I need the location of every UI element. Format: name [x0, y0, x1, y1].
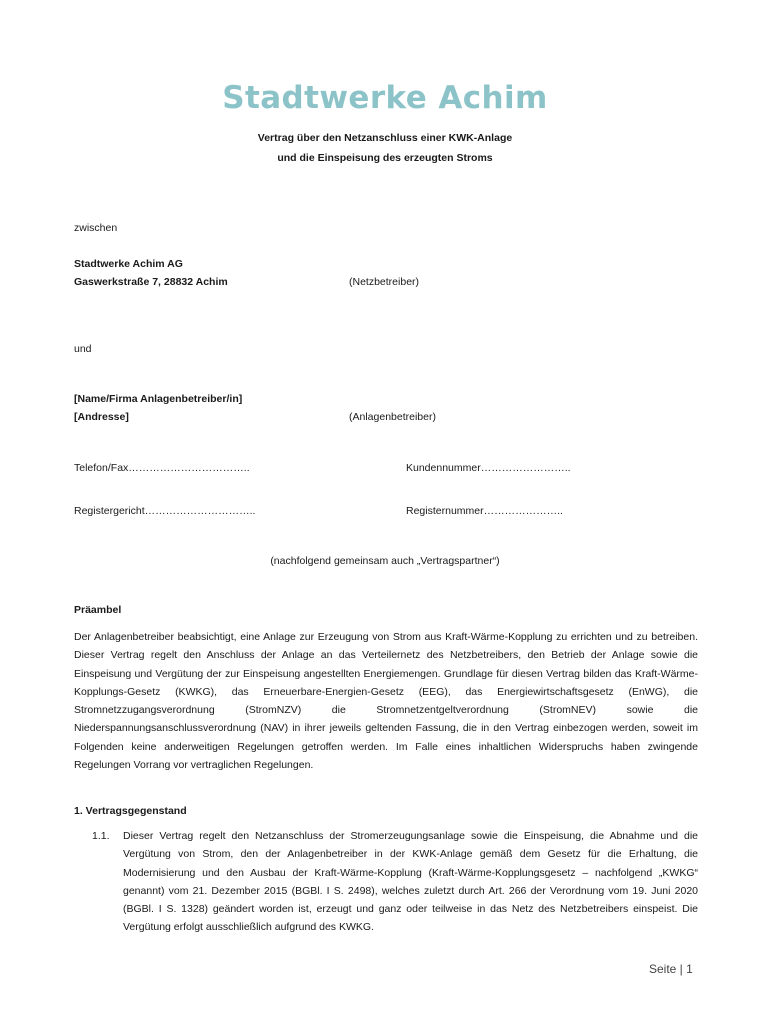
plant-operator-address: [Andresse] — [74, 411, 129, 423]
register-number-field: Registernummer………………….. — [406, 505, 563, 517]
phone-fax-field: Telefon/Fax…………………………….. — [74, 462, 250, 474]
operator-role: (Netzbetreiber) — [349, 276, 420, 288]
between-label: zwischen — [74, 222, 118, 234]
company-logo: Stadtwerke Achim — [222, 80, 548, 116]
section-1-heading: 1. Vertragsgegenstand — [74, 805, 187, 817]
preamble-text: Der Anlagenbetreiber beabsichtigt, eine Anlage zur Erzeugung von Strom aus Kraft-Wärme-Kopplung zu errichten und zu betreiben. Dieser Vertrag regelt den Anschluss der Anlage an das Verteilernetz des Netzbetreibers, den Betrieb der Anlage sowie die Einspeisung und Vergütung der zur Einspeisung angestellten Energiemengen. Grundlage für diesen Vertrag bilden das Kraft-Wärme-Kopplungs-Gesetz (KWKG), das Erneuerbare-Energien-Gesetz (EEG), das Energiewirtschaftsgesetz (EnWG), die Stromnetzzugangsverordnung (StromNZV) die Stromnetzentgeltverordnung (StromNEV) sowie die Niederspannungsanschlussverordnung (NAV) in ihrer jeweils geltenden Fassung, die in den Vertrag einbezogen werden, soweit im Folgenden keine anderweitigen Regelungen getroffen werden. Im Falle eines inhaltlichen Widerspruchs haben zwingende Regelungen Vorrang vor vertraglichen Regelungen. — [74, 631, 698, 772]
customer-number-field: Kundennummer…………………….. — [406, 462, 571, 474]
contract-parties-note: (nachfolgend gemeinsam auch „Vertragspartner“) — [270, 555, 500, 567]
operator-name: Stadtwerke Achim AG — [74, 258, 183, 270]
plant-operator-role: (Anlagenbetreiber) — [349, 411, 436, 423]
and-label: und — [74, 343, 92, 355]
register-court-field: Registergericht………………………….. — [74, 505, 256, 517]
plant-operator-name: [Name/Firma Anlagenbetreiber/in] — [74, 393, 243, 405]
page-number: Seite | 1 — [649, 962, 693, 976]
preamble-heading: Präambel — [74, 604, 122, 616]
contract-title-line1: Vertrag über den Netzanschluss einer KWK-Anlage — [257, 132, 513, 144]
clause-1-1-text: Dieser Vertrag regelt den Netzanschluss der Stromerzeugungsanlage sowie die Einspeisung, die Abnahme und die Vergütung von Strom, den der Anlagenbetreiber in der KWK-Anlage gemäß dem Gesetz für die Erhaltung, die Modernisierung und den Ausbau der Kraft-Wärme-Kopplung (Kraft-Wärme-Kopplungsgesetz – nachfolgend „KWKG“ genannt) vom 21. Dezember 2015 (BGBl. I S. 2498), welches zuletzt durch Art. 266 der Verordnung vom 19. Juni 2020 (BGBl. I S. 1328) geändert worden ist, erzeugt und ganz oder teilweise in das Netz des Netzbetreibers einspeist. Die Vergütung erfolgt ausschließlich aufgrund des KWKG. — [123, 830, 698, 934]
contract-title-line2: und die Einspeisung des erzeugten Stroms — [277, 152, 493, 164]
clause-number: 1.1. — [92, 830, 110, 842]
operator-address: Gaswerkstraße 7, 28832 Achim — [74, 276, 228, 288]
